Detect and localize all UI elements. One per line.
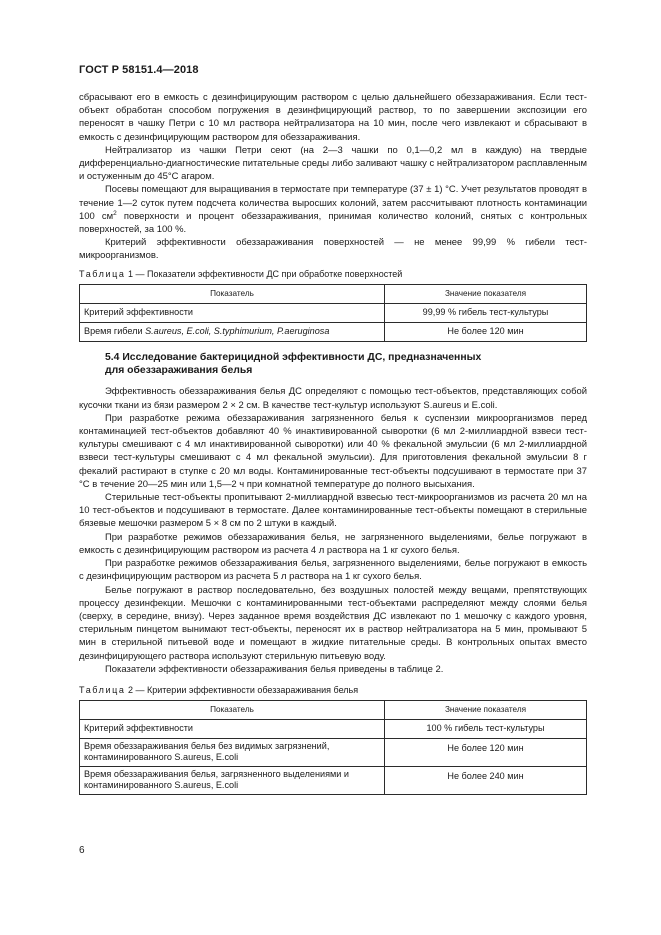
paragraph: сбрасывают его в емкость с дезинфицирующим раствором с целью дальнейшего обеззараживания. Если тест-объект обработан способом погружения в дезинфицирующий раствор, то по завершении экспозиции его переносят в чашку Петри с 10 мл раствора нейтрализатора на 10 мин, после чего извлекают и сбрасывают в емкость с дезинфицирующим раствором для обеззараживания. xyxy=(79,92,587,143)
table-header-cell: Значение показателя xyxy=(385,284,587,303)
table2 xyxy=(79,700,587,795)
paragraph-text: поверхности и процент обеззараживания, принимая количество колоний, снятых с контрольных поверхностей, за 100 %. xyxy=(79,210,587,236)
table-header-row xyxy=(80,700,587,719)
table-cell: Не более 240 мин xyxy=(385,766,587,794)
paragraph-text: Посевы помещают для выращивания в термостате при температуре (37 ± 1) °С. Учет результатов проводят в течение 1—2 суток путем подсчета количества выросших колоний, затем рассчитывают плотность контаминации 100 см xyxy=(79,184,587,222)
paragraph: Эффективность обеззараживания белья ДС определяют с помощью тест-объектов, представляющих собой кусочки ткани из бязи размером 2 × 2 см. В качестве тест-культур используют S.aureus и E.coli. xyxy=(79,386,587,411)
table-cell: Время обеззараживания белья, загрязненного выделениями и контаминированного S.aureus, E.coli xyxy=(80,766,385,794)
table-header-cell: Показатель xyxy=(80,284,385,303)
table-cell: Критерий эффективности xyxy=(80,303,385,322)
paragraph: При разработке режимов обеззараживания белья, загрязненного выделениями, белье погружают в емкость с дезинфицирующим раствором из расчета 5 л раствора на 1 кг сухого белья. xyxy=(79,558,587,583)
caption-prefix: Таблица xyxy=(79,684,126,695)
section-heading xyxy=(79,351,587,378)
paragraph: Стерильные тест-объекты пропитывают 2-миллиардной взвесью тест-микроорганизмов из расчета 20 мл на 10 тест-объектов и подсушивают в термостате. Далее контаминированные тест-объекты помещают в стерильные бязевые мешочки размером 5 × 8 см по 2 штуки в каждый. xyxy=(79,492,587,530)
paragraph: При разработке режима обеззараживания загрязненного белья к суспензии микроорганизмов перед контаминацией тест-объектов добавляют 40 % инактивированной сыворотки (6 мл 2-миллиардной взвеси тест-культуры смешивают с 4 мл инактивированной сыворотки) или 40 % фекальной эмульсии (6 мл 2-миллиардной взвеси тест-культуры смешивают с 4 мл фекальной эмульсии). Для приготовления фекальной эмульсии 8 г фекалий растирают в ступке с 20 мл воды. Контаминированные тест-объекты подсушивают в термостате при 37 °С в течение 20—25 мин или 1,5—2 ч при комнатной температуре до полного высыхания. xyxy=(79,412,587,490)
table-cell: Не более 120 мин xyxy=(385,322,587,341)
section-heading-line: для обеззараживания белья xyxy=(105,365,253,377)
paragraph: При разработке режимов обеззараживания белья, не загрязненного выделениями, белье погружают в емкость с дезинфицирующим раствором из расчета 4 л раствора на 1 кг сухого белья. xyxy=(79,531,587,556)
table-cell: 99,99 % гибель тест-культуры xyxy=(385,303,587,322)
table-header-row xyxy=(80,284,587,303)
page-content xyxy=(79,91,587,795)
table-row xyxy=(80,766,587,794)
caption-text: 2 — Критерии эффективности обеззараживания белья xyxy=(125,684,359,695)
table-cell: Не более 120 мин xyxy=(385,738,587,766)
section-heading-line: 5.4 Исследование бактерицидной эффективности ДС, предназначенных xyxy=(105,351,482,363)
superscript: 2 xyxy=(113,209,117,217)
table-cell: Критерий эффективности xyxy=(80,719,385,738)
table-row xyxy=(80,322,587,341)
cell-text: Время гибели xyxy=(84,325,146,336)
table-header-cell: Показатель xyxy=(80,700,385,719)
table-cell xyxy=(80,322,385,341)
table-header-cell: Значение показателя xyxy=(385,700,587,719)
paragraph: Показатели эффективности обеззараживания белья приведены в таблице 2. xyxy=(105,663,444,675)
table-row xyxy=(80,738,587,766)
caption-prefix: Таблица xyxy=(79,268,126,279)
table1 xyxy=(79,284,587,342)
paragraph-incubation xyxy=(79,183,587,236)
table-row xyxy=(80,719,587,738)
table-cell: Время обеззараживания белья без видимых загрязнений, контаминированного S.aureus, E.coli xyxy=(80,738,385,766)
document-id: ГОСТ Р 58151.4—2018 xyxy=(79,64,199,76)
table-cell: 100 % гибель тест-культуры xyxy=(385,719,587,738)
table1-caption xyxy=(79,268,587,280)
cell-text-italic: S.aureus, E.coli, S.typhimurium, P.aeruginosa xyxy=(145,325,330,336)
table2-caption xyxy=(79,684,587,696)
paragraph: Белье погружают в раствор последовательно, без воздушных полостей между вещами, препятствующих процессу дезинфекции. Мешочки с контаминированными тест-объектами распределяют между слоями белья (сверху, в середине, внизу). Через заданное время воздействия ДС извлекают по 1 мешочку с каждого уровня, стерильным пинцетом вынимают тест-объекты, переносят их в раствор нейтрализатора на 5 мин, промывают 5 мин в стерильной питьевой воде и помещают в жидкие питательные среды. В контрольных опытах вместо дезинфицирующего раствора используют стерильную питьевую воду. xyxy=(79,584,587,662)
paragraph: Нейтрализатор из чашки Петри сеют (на 2—3 чашки по 0,1—0,2 мл в каждую) на твердые дифференциально-диагностические питательные среды либо заливают чашку с нейтрализатором расплавленным и остуженным до 45°С агаром. xyxy=(79,144,587,183)
paragraph: Критерий эффективности обеззараживания поверхностей — не менее 99,99 % гибели тест-микроорганизмов. xyxy=(79,237,587,262)
table-row xyxy=(80,303,587,322)
page-number: 6 xyxy=(79,845,85,856)
caption-text: 1 — Показатели эффективности ДС при обработке поверхностей xyxy=(125,268,403,279)
